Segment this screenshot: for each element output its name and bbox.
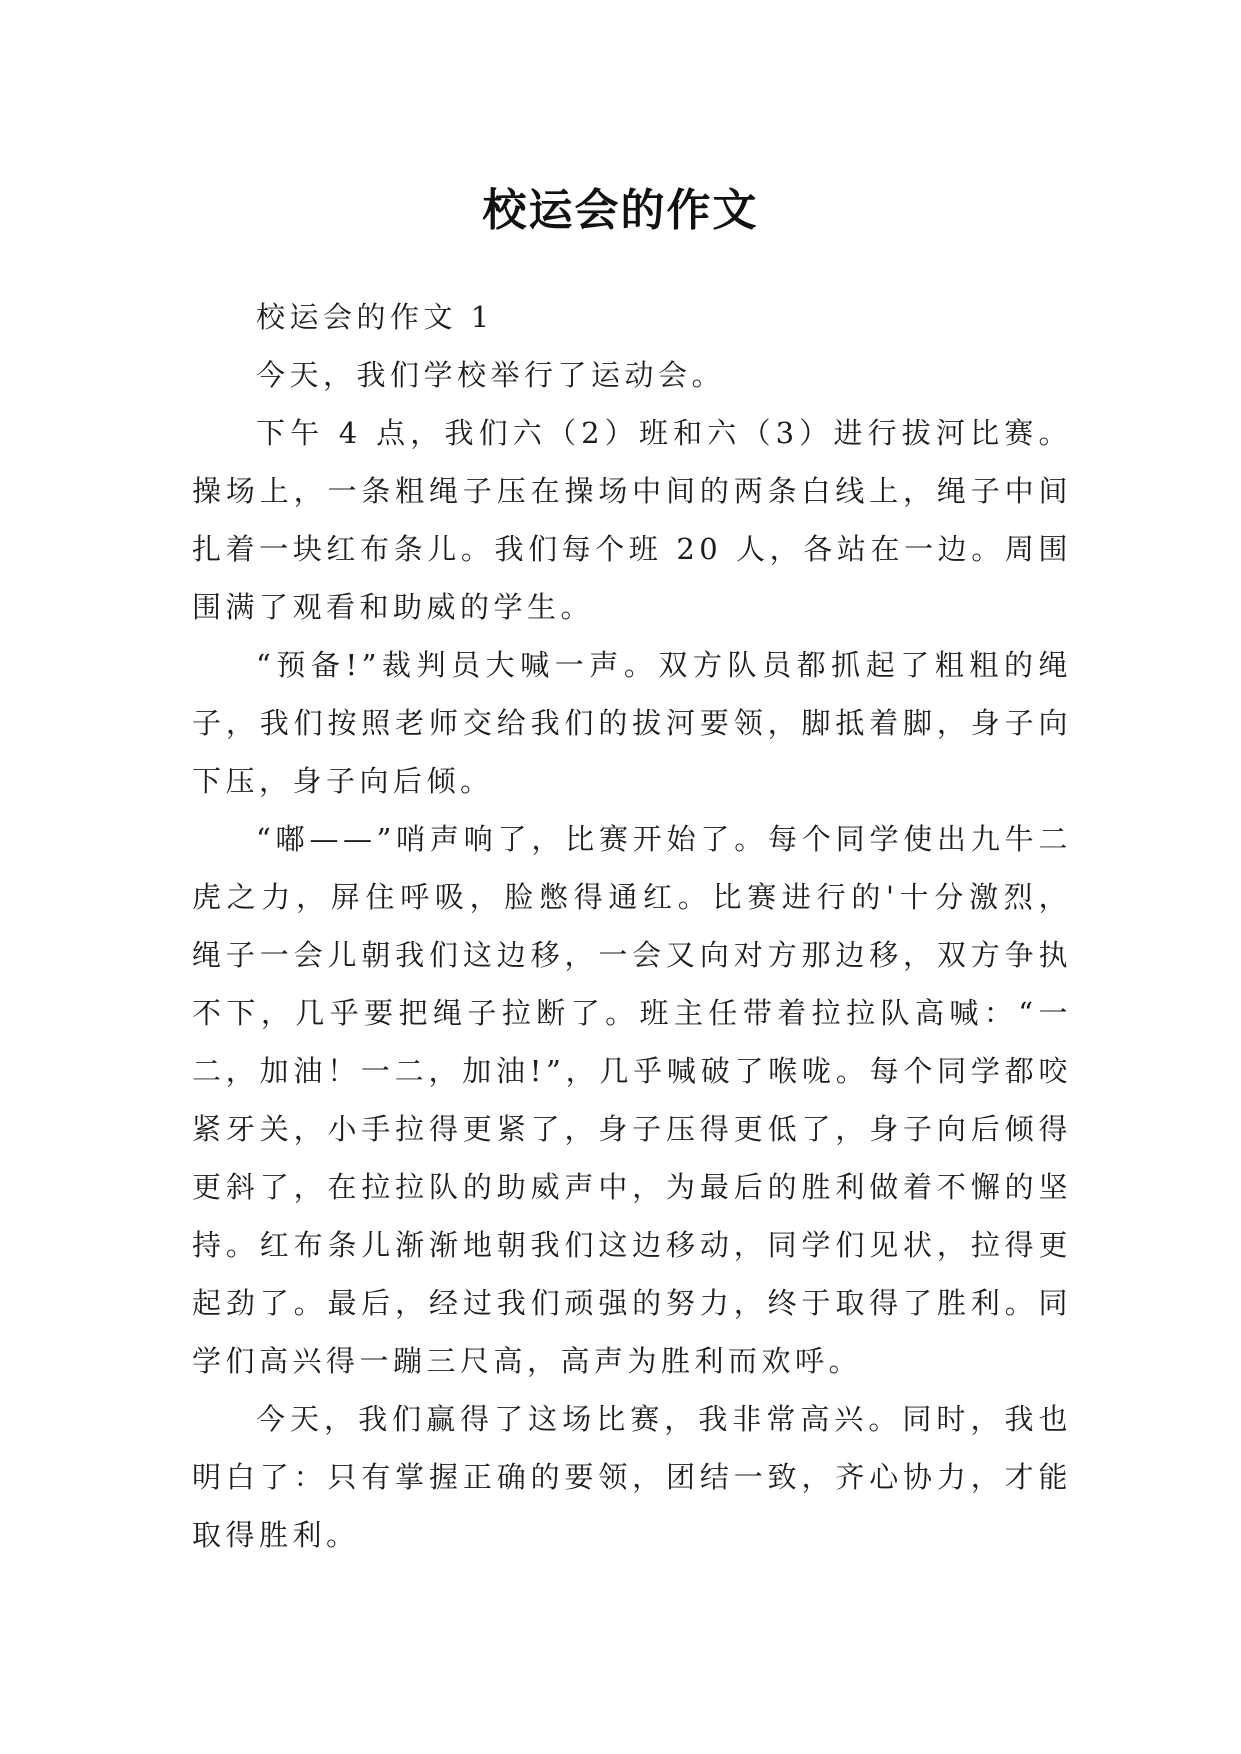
document-title: 校运会的作文 <box>482 185 759 237</box>
paragraph: “嘟——”哨声响了，比赛开始了。每个同学使出九牛二虎之力，屏住呼吸，脸憋得通红。比赛进行的'十分激烈，绳子一会儿朝我们这边移，一会又向对方那边移，双方争执不下，几乎要把绳子拉断了。班主任带着拉拉队高喊：“一二，加油！一二，加油!”，几乎喊破了喉咙。每个同学都咬紧牙关，小手拉得更紧了，身子压得更低了，身子向后倾得更斜了，在拉拉队的助威声中，为最后的胜利做着不懈的坚持。红布条儿渐渐地朝我们这边移动，同学们见状，拉得更起劲了。最后，经过我们顽强的努力，终于取得了胜利。同学们高兴得一蹦三尺高，高声为胜利而欢呼。 <box>192 822 1072 1378</box>
paragraph: 今天，我们赢得了这场比赛，我非常高兴。同时，我也明白了：只有掌握正确的要领，团结一致，齐心协力，才能取得胜利。 <box>192 1402 1072 1552</box>
paragraph: 下午 4 点，我们六（2）班和六（3）进行拔河比赛。操场上，一条粗绳子压在操场中间的两条白线上，绳子中间扎着一块红布条儿。我们每个班 20 人，各站在一边。周围围满了观看和助威的学生。 <box>192 416 1072 624</box>
paragraph: “预备!”裁判员大喊一声。双方队员都抓起了粗粗的绳子，我们按照老师交给我们的拔河要领，脚抵着脚，身子向下压，身子向后倾。 <box>192 648 1072 798</box>
section-heading: 校运会的作文 1 <box>256 300 494 334</box>
document-body <box>192 288 1072 1564</box>
paragraph: 今天，我们学校举行了运动会。 <box>256 358 726 392</box>
